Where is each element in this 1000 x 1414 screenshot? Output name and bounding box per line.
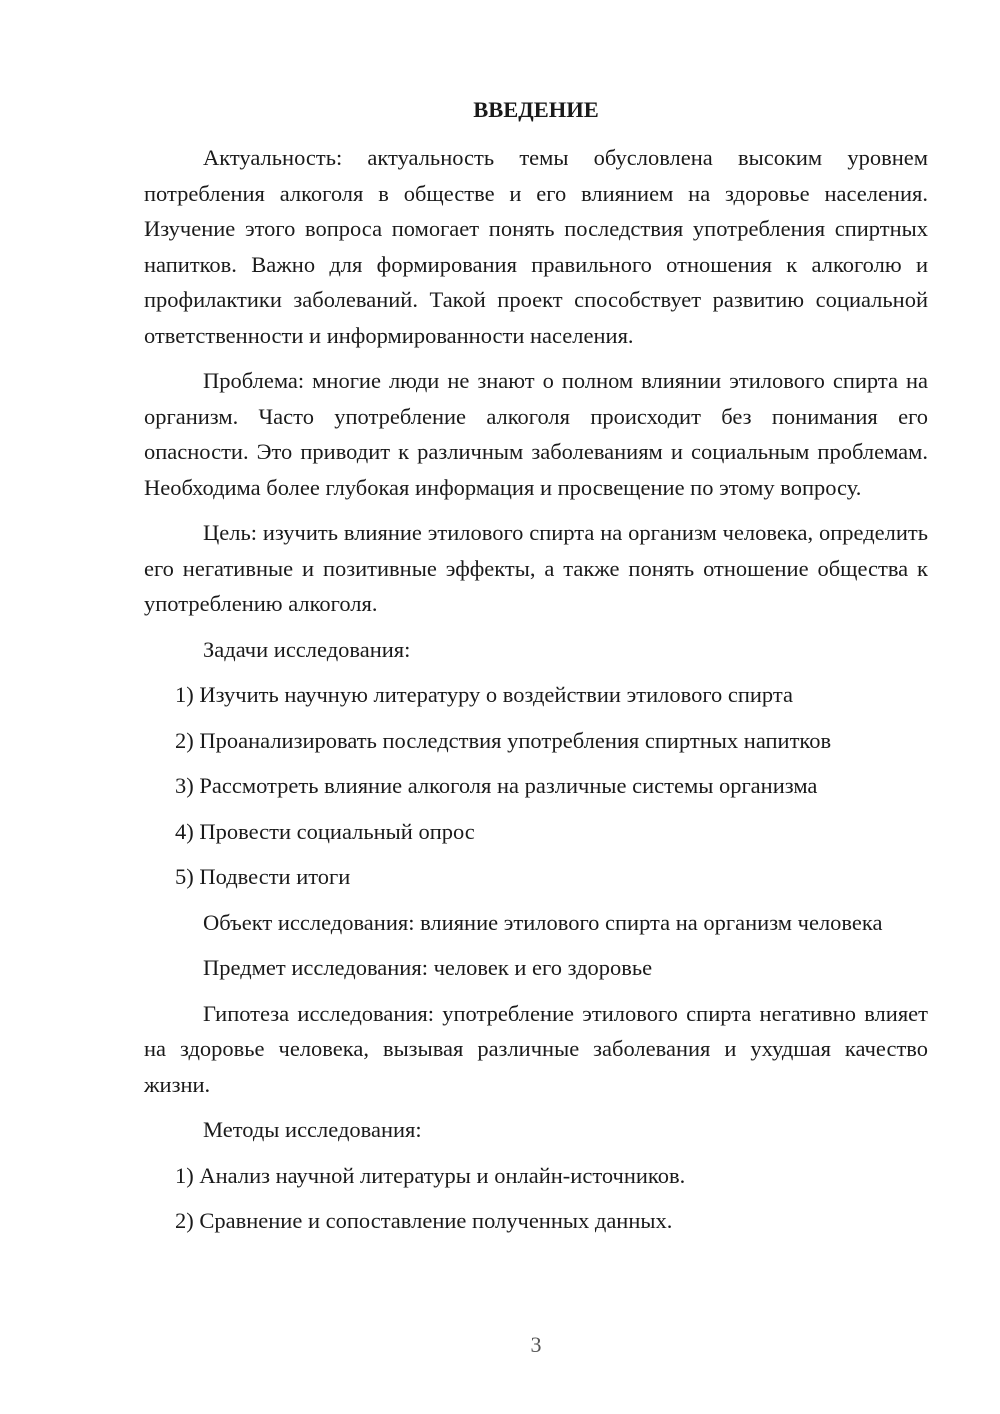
list-item: 1) Изучить научную литературу о воздействии этилового спирта	[175, 682, 793, 707]
tasks-label: Задачи исследования:	[203, 636, 411, 662]
list-item: 5) Подвести итоги	[175, 864, 351, 889]
object-paragraph: Объект исследования: влияние этилового спирта на организм человека	[203, 909, 883, 935]
list-item: 3) Рассмотреть влияние алкоголя на различные системы организма	[175, 773, 818, 798]
page-content	[144, 92, 928, 1249]
hypothesis-paragraph: Гипотеза исследования: употребление этилового спирта негативно влияет на здоровье человека, вызывая различные заболевания и ухудшая качество жизни.	[144, 1000, 928, 1097]
relevance-paragraph: Актуальность: актуальность темы обусловлена высоким уровнем потребления алкоголя в обществе и его влиянием на здоровье населения. Изучение этого вопроса помогает понять последствия употребления спиртных напитков. Важно для формирования правильного отношения к алкоголю и профилактики заболеваний. Такой проект способствует развитию социальной ответственности и информированности населения.	[144, 145, 928, 348]
page-number: 3	[530, 1332, 542, 1357]
tasks-list	[144, 677, 928, 895]
list-item: 1) Анализ научной литературы и онлайн-источников.	[175, 1162, 686, 1188]
section-heading: ВВЕДЕНИЕ	[473, 97, 599, 122]
methods-label: Методы исследования:	[203, 1117, 422, 1142]
problem-paragraph: Проблема: многие люди не знают о полном влиянии этилового спирта на организм. Часто употребление алкоголя происходит без понимания его опасности. Это приводит к различным заболеваниям и социальным проблемам. Необходима более глубокая информация и просвещение по этому вопросу.	[144, 368, 928, 500]
subject-paragraph: Предмет исследования: человек и его здоровье	[203, 955, 653, 980]
list-item: 2) Проанализировать последствия употребления спиртных напитков	[175, 727, 832, 753]
list-item: 2) Сравнение и сопоставление полученных данных.	[175, 1208, 673, 1233]
methods-list	[144, 1158, 928, 1239]
goal-paragraph: Цель: изучить влияние этилового спирта на организм человека, определить его негативные и позитивные эффекты, а также понять отношение общества к употреблению алкоголя.	[144, 520, 928, 616]
list-item: 4) Провести социальный опрос	[175, 818, 475, 844]
